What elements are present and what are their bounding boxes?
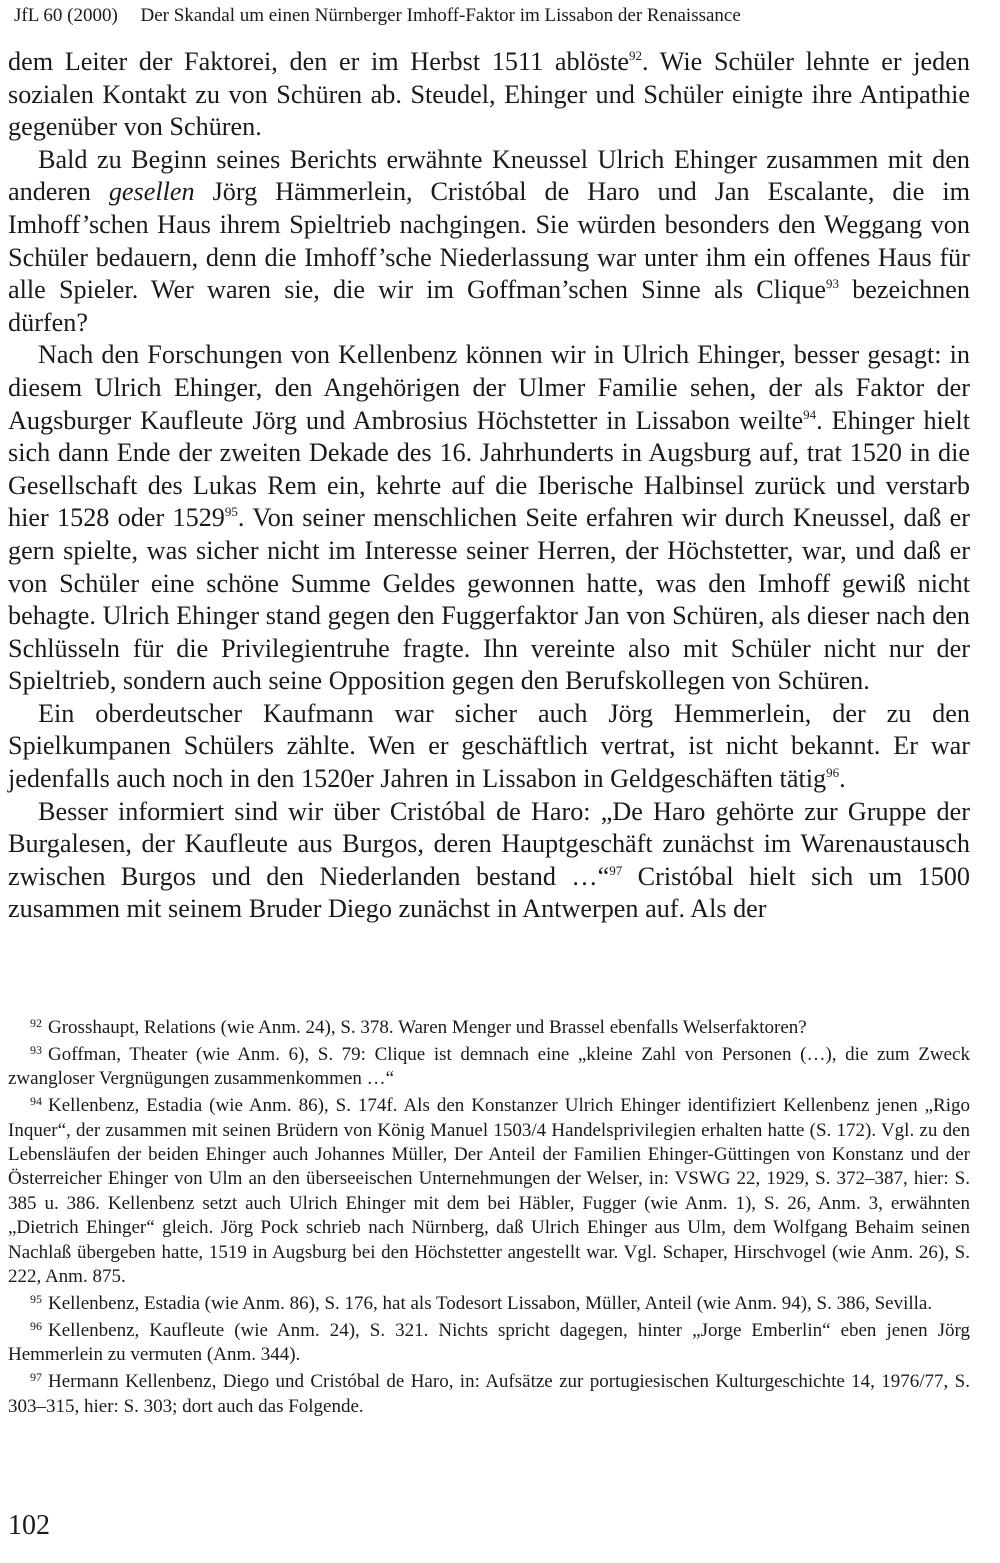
- body-paragraph: [8, 46, 970, 144]
- footnote-number: 96: [30, 1318, 42, 1333]
- body-paragraph: [8, 796, 970, 926]
- footnote-number: 95: [30, 1291, 42, 1306]
- journal-citation: JfL 60 (2000): [14, 5, 118, 26]
- text-segment: . Wie Schüler lehnte er jeden sozialen Kontakt zu von Schüren ab. Steudel, Ehinger und Schüler einigte ihre Antipathie gegenüber von Schüren.: [8, 47, 970, 142]
- footnote: [8, 1016, 970, 1040]
- footnote-number: 97: [30, 1370, 42, 1385]
- body-paragraph: [8, 339, 970, 698]
- text-segment: Jörg Hämmerlein, Cristóbal de Haro und Jan Escalante, die im Imhoff’schen Haus ihrem Spieltrieb nachgingen. Sie würden besonders den Weggang von Schüler bedauern, denn die Imhoff’sche Niederlassung war unter ihm ein offenes Haus für alle Spieler. Wer waren sie, die wir im Goffman’schen Sinne als Clique: [8, 177, 970, 305]
- text-segment: bezeichnen dürfen?: [8, 275, 970, 337]
- text-segment: Cristóbal hielt sich um 1500 zusammen mit seinem Bruder Diego zunächst in Antwerpen auf. Als der: [8, 861, 970, 924]
- text-segment: Bald zu Beginn seines Berichts erwähnte Kneussel Ulrich Ehinger zusammen mit den anderen: [8, 144, 970, 207]
- text-segment: Nach den Forschungen von Kellenbenz können wir in Ulrich Ehinger, besser gesagt: in diesem Ulrich Ehinger, den Angehörigen der Ulmer Familie sehen, der als Faktor der Augsburger Kaufleute Jörg und Ambrosius Höchstetter in Lissabon weilte: [8, 340, 970, 435]
- footnote-reference: 96: [826, 765, 840, 781]
- footnote-number: 92: [30, 1016, 42, 1030]
- text-segment: .: [839, 764, 846, 794]
- footnote: [8, 1292, 970, 1316]
- footnote-text: Kellenbenz, Estadia (wie Anm. 86), S. 174f. Als den Konstanzer Ulrich Ehinger identifiziert Kellenbenz jenen „Rigo Inquer“, der zusammen mit seinen Brüdern von König Manuel 1503/4 Handelsprivilegien erhalten hatte (S. 172). Vgl. zu den Lebensläufen der beiden Ehinger auch Johannes Müller, Der Anteil der Familien Ehinger-Güttingen von Konstanz und der Österreicher Ehinger von Ulm an den überseeischen Unternehmungen der Welser, in: VSWG 22, 1929, S. 372–387, hier: S. 385 u. 386. Kellenbenz setzt auch Ulrich Ehinger mit dem bei Häbler, Fugger (wie Anm. 1), S. 26, Anm. 3, erwähnten „Dietrich Ehinger“ gleich. Jörg Pock schrieb nach Nürnberg, daß Ulrich Ehinger aus Ulm, dem Wolfgang Behaim seinen Nachlaß übergeben hatte, 1519 in Augsburg bei den Höchstetter angestellt war. Vgl. Schaper, Hirschvogel (wie Anm. 26), S. 222, Anm. 875.: [8, 1095, 970, 1288]
- body-paragraph: [8, 144, 970, 340]
- body-paragraph: [8, 698, 970, 796]
- footnote: [8, 1094, 970, 1289]
- text-segment: Besser informiert sind wir über Cristóbal de Haro: „De Haro gehörte zur Gruppe der Burgalesen, der Kaufleute aus Burgos, deren Hauptgeschäft zunächst im Warenaustausch zwischen Burgos und den Niederlanden bestand …“: [8, 796, 970, 891]
- footnote-text: Hermann Kellenbenz, Diego und Cristóbal de Haro, in: Aufsätze zur portugiesischen Kulturgeschichte 14, 1976/77, S. 303–315, hier: S. 303; dort auch das Folgende.: [8, 1371, 970, 1417]
- text-segment: . Von seiner menschlichen Seite erfahren wir durch Kneussel, daß er gern spielte, was sicher nicht im Interesse seiner Herren, der Höchstetter, war, und daß er von Schüler eine schöne Summe Geldes gewonnen hatte, was den Imhoff gewiß nicht behagte. Ulrich Ehinger stand gegen den Fuggerfaktor Jan von Schüren, als dieser nach den Schlüsseln für die Privilegientruhe fragte. Ihn vereinte also mit Schüler nicht nur der Spieltrieb, sondern auch seine Opposition gegen den Berufskollegen von Schüren.: [8, 503, 970, 696]
- footnote: [8, 1370, 970, 1419]
- running-header: [14, 4, 986, 28]
- page-number: 102: [8, 1510, 50, 1541]
- footnote-text: Grosshaupt, Relations (wie Anm. 24), S. 378. Waren Menger und Brassel ebenfalls Welserfaktoren?: [48, 1017, 807, 1038]
- text-segment: dem Leiter der Faktorei, den er im Herbst 1511 ablöste: [8, 47, 629, 76]
- footnote-number: 93: [30, 1042, 42, 1057]
- footnote: [8, 1043, 970, 1092]
- footnote-reference: 94: [803, 406, 817, 422]
- footnote-reference: 93: [826, 276, 840, 292]
- footnote-text: Kellenbenz, Estadia (wie Anm. 86), S. 176, hat als Todesort Lissabon, Müller, Anteil (wie Anm. 94), S. 386, Sevilla.: [48, 1292, 933, 1314]
- footnote-reference: 95: [224, 504, 238, 520]
- footnote-text: Kellenbenz, Kaufleute (wie Anm. 24), S. 321. Nichts spricht dagegen, hinter „Jorge Emberlin“ eben jenen Jörg Hemmerlein zu vermuten (Anm. 344).: [8, 1319, 970, 1366]
- main-text: [8, 46, 970, 926]
- footnote-reference: 97: [609, 862, 623, 878]
- text-segment: . Ehinger hielt sich dann Ende der zweiten Dekade des 16. Jahrhunderts in Augsburg auf, trat 1520 in die Gesellschaft des Lukas Rem ein, kehrte auf die Iberische Halbinsel zurück und verstarb hier 1528 oder 1529: [8, 405, 970, 533]
- footnote-reference: 92: [629, 48, 642, 63]
- footnotes: [8, 1016, 970, 1422]
- footnote-number: 94: [30, 1094, 42, 1109]
- italic-term: gesellen: [108, 177, 195, 207]
- footnote: [8, 1319, 970, 1368]
- text-segment: Ein oberdeutscher Kaufmann war sicher auch Jörg Hemmerlein, der zu den Spielkumpanen Schülers zählte. Wen er geschäftlich vertrat, ist nicht bekannt. Er war jedenfalls auch noch in den 1520er Jahren in Lissabon in Geldgeschäften tätig: [8, 698, 970, 794]
- footnote-text: Goffman, Theater (wie Anm. 6), S. 79: Clique ist demnach eine „kleine Zahl von Personen (…), die zum Zweck zwangloser Vergnügungen zusammenkommen …“: [8, 1043, 970, 1090]
- running-title: Der Skandal um einen Nürnberger Imhoff-Faktor im Lissabon der Renaissance: [140, 5, 741, 26]
